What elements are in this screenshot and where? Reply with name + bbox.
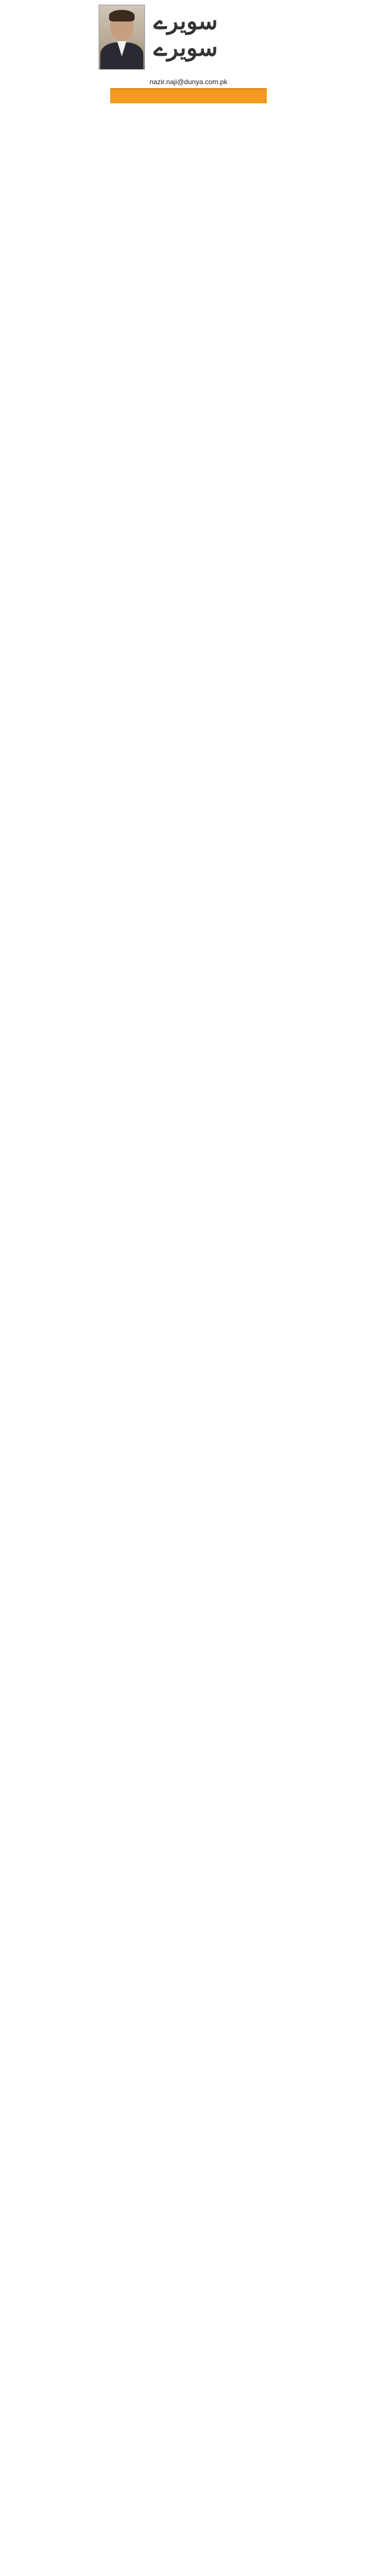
article-title-band	[110, 88, 267, 103]
author-email: nazir.naji@dunya.com.pk	[149, 78, 228, 86]
column-name: سویرے سویرے	[153, 8, 218, 62]
author-portrait	[99, 5, 145, 70]
masthead	[0, 0, 377, 103]
portrait-hair	[109, 10, 135, 21]
